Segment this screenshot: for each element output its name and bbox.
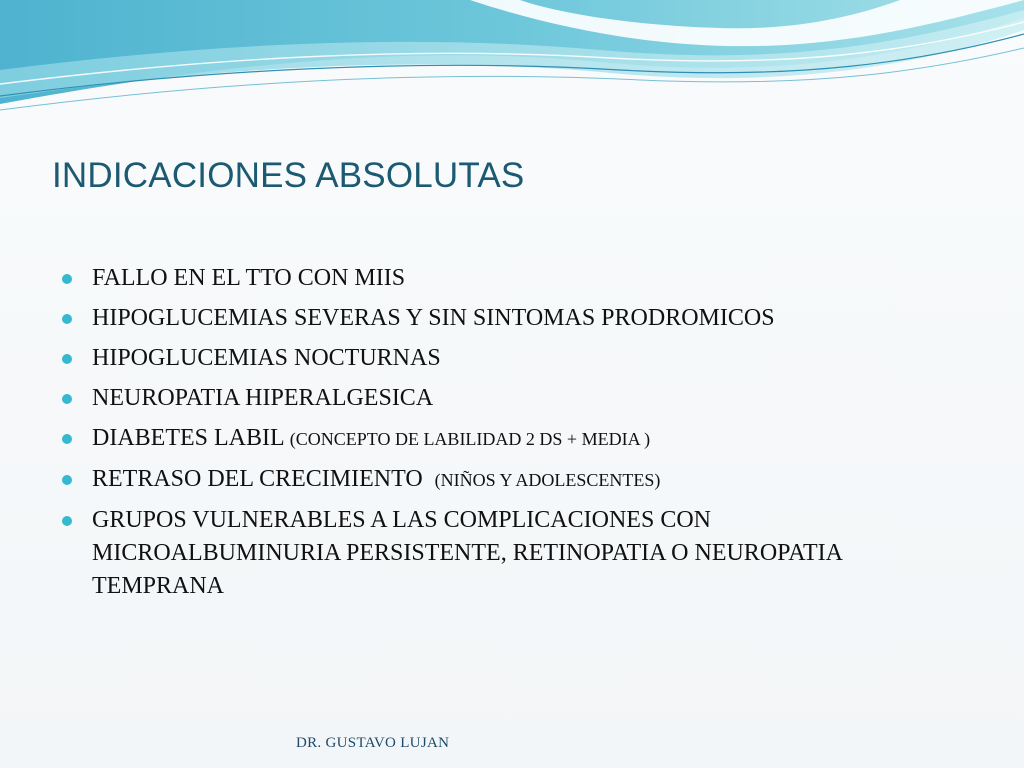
slide-title: INDICACIONES ABSOLUTAS — [52, 156, 525, 195]
list-item — [60, 302, 940, 335]
bullet-icon — [62, 516, 72, 526]
bullet-text: NEUROPATIA HIPERALGESICA — [92, 385, 434, 411]
list-item — [60, 463, 940, 497]
bullet-icon — [62, 314, 72, 324]
bullet-detail: (NIÑOS Y ADOLESCENTES) — [434, 470, 661, 490]
list-item — [60, 382, 940, 415]
bullet-text: HIPOGLUCEMIAS SEVERAS Y SIN SINTOMAS PRODROMICOS — [92, 305, 775, 331]
bullet-text: GRUPOS VULNERABLES A LAS COMPLICACIONES CON MICROALBUMINURIA PERSISTENTE, RETINOPATIA O NEUROPATIA TEMPRANA — [92, 507, 842, 599]
bullet-text: DIABETES LABIL — [92, 425, 290, 451]
list-item — [60, 504, 940, 603]
bullet-icon — [62, 434, 72, 444]
bullet-list — [60, 262, 940, 610]
list-item — [60, 262, 940, 295]
bullet-text: FALLO EN EL TTO CON MIIS — [92, 265, 406, 291]
list-item — [60, 342, 940, 375]
bullet-detail: (CONCEPTO DE LABILIDAD 2 DS + MEDIA ) — [289, 429, 651, 449]
list-item — [60, 422, 940, 456]
footer-author: DR. GUSTAVO LUJAN — [296, 735, 450, 751]
bullet-text: RETRASO DEL CRECIMIENTO — [92, 466, 435, 492]
wave-header-decoration — [0, 0, 1024, 130]
bullet-icon — [62, 274, 72, 284]
bullet-icon — [62, 394, 72, 404]
bullet-icon — [62, 475, 72, 485]
bullet-text: HIPOGLUCEMIAS NOCTURNAS — [92, 345, 441, 371]
bullet-icon — [62, 354, 72, 364]
